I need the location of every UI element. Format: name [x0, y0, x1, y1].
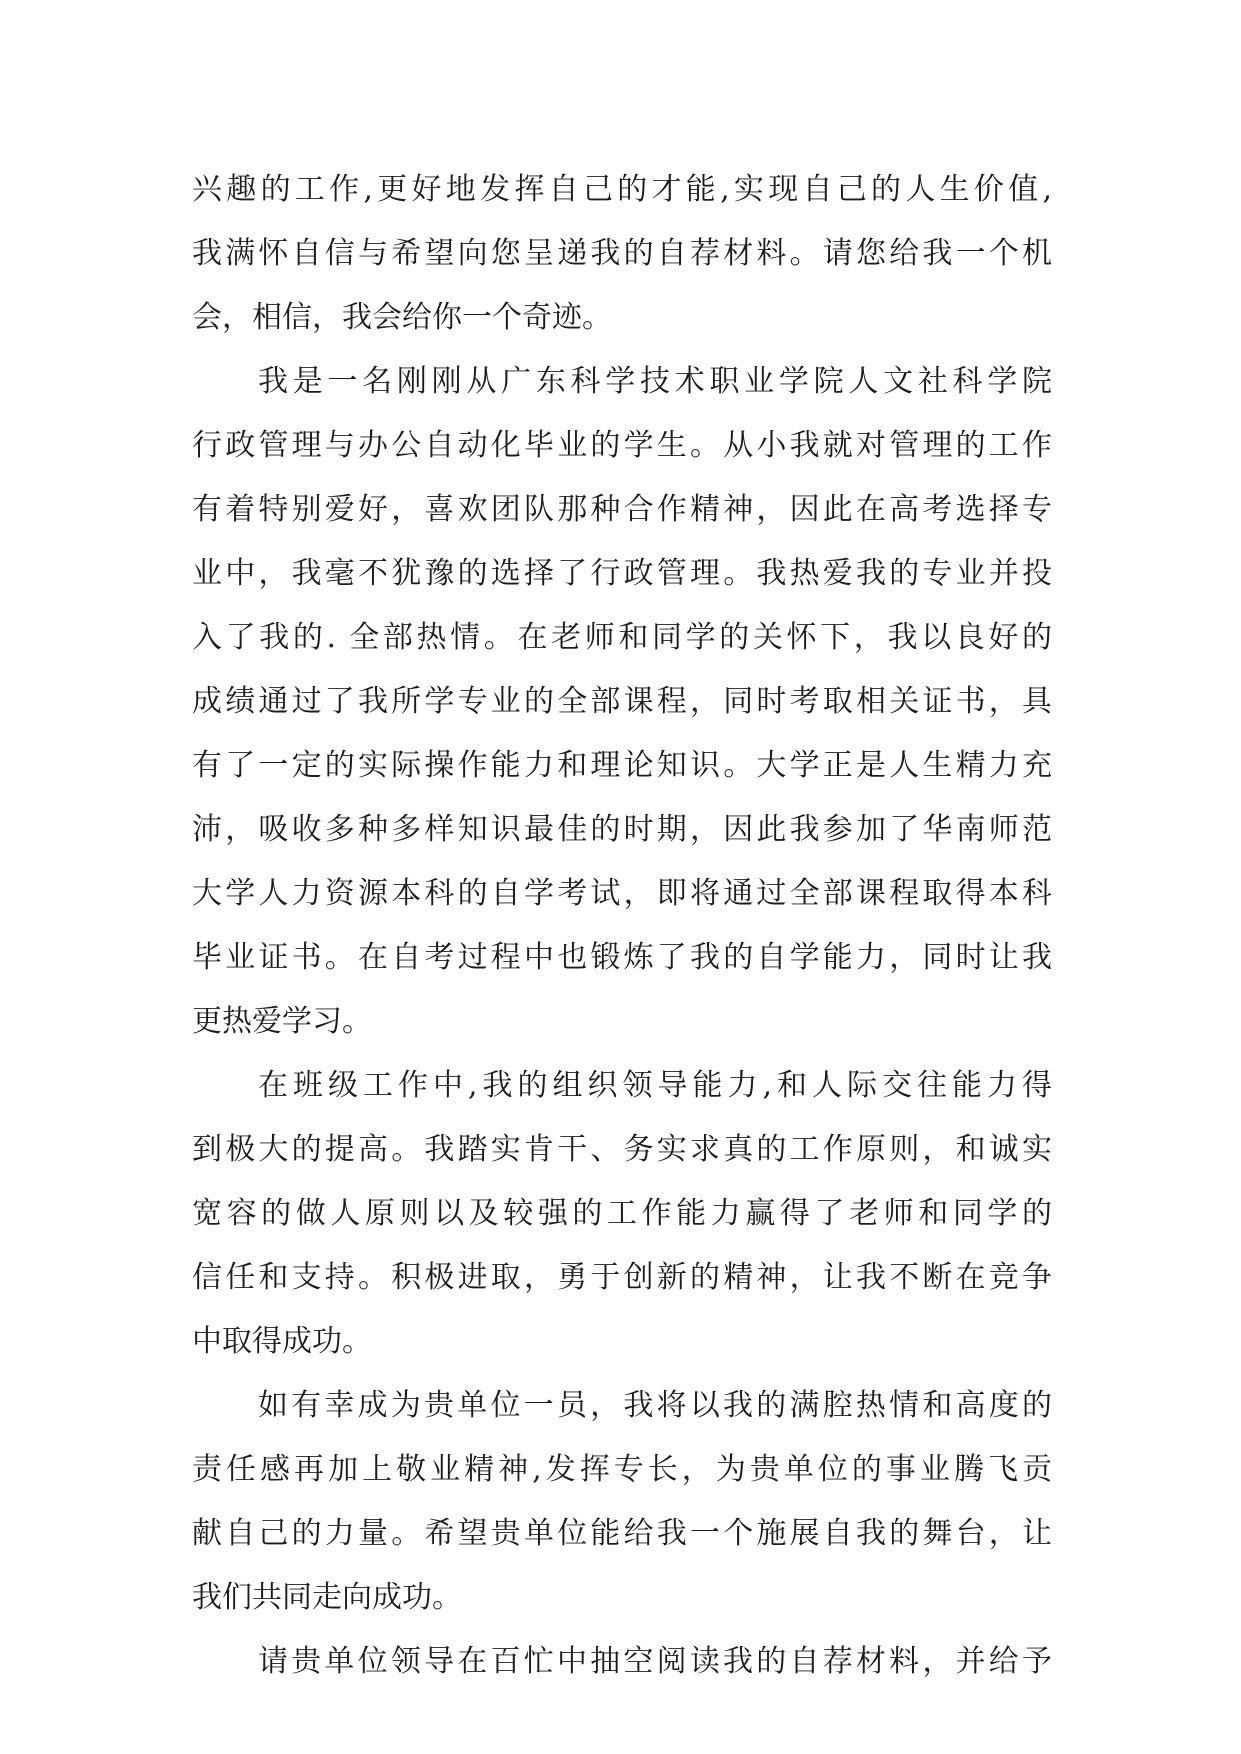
letter-body: [192, 158, 1052, 1694]
text-line: 信任和支持。积极进取，勇于创新的精神，让我不断在竞争: [192, 1260, 1052, 1295]
text-line: 我们共同走向成功。: [192, 1580, 462, 1615]
text-line: 献自己的力量。希望贵单位能给我一个施展自我的舞台，让: [192, 1516, 1052, 1551]
text-line: 请贵单位领导在百忙中抽空阅读我的自荐材料，并给予: [258, 1644, 1052, 1679]
text-line: 如有幸成为贵单位一员，我将以我的满腔热情和高度的: [258, 1388, 1052, 1423]
text-line: 有了一定的实际操作能力和理论知识。大学正是人生精力充: [192, 748, 1052, 783]
text-line: 成绩通过了我所学专业的全部课程，同时考取相关证书，具: [192, 684, 1052, 719]
text-line: 中取得成功。: [192, 1324, 372, 1359]
text-line: 到极大的提高。我踏实肯干、务实求真的工作原则，和诚实: [192, 1132, 1052, 1167]
text-line: 沛，吸收多种多样知识最佳的时期，因此我参加了华南师范: [192, 812, 1052, 847]
text-line: 有着特别爱好，喜欢团队那种合作精神，因此在高考选择专: [192, 492, 1052, 527]
text-line: 宽容的做人原则以及较强的工作能力赢得了老师和同学的: [192, 1196, 1052, 1231]
text-line: 在班级工作中,我的组织领导能力,和人际交往能力得: [258, 1068, 1052, 1103]
text-line: 大学人力资源本科的自学考试，即将通过全部课程取得本科: [192, 876, 1052, 911]
text-line: 我是一名刚刚从广东科学技术职业学院人文社科学院: [258, 364, 1052, 399]
text-line: 更热爱学习。: [192, 1004, 372, 1039]
text-line: 行政管理与办公自动化毕业的学生。从小我就对管理的工作: [192, 428, 1052, 463]
text-line: 业中，我毫不犹豫的选择了行政管理。我热爱我的专业并投: [192, 556, 1052, 591]
text-line: 责任感再加上敬业精神,发挥专长，为贵单位的事业腾飞贡: [192, 1452, 1052, 1487]
text-line: 我满怀自信与希望向您呈递我的自荐材料。请您给我一个机: [192, 236, 1052, 271]
text-line: 兴趣的工作,更好地发挥自己的才能,实现自己的人生价值,: [192, 172, 1052, 207]
text-line: 入了我的. 全部热情。在老师和同学的关怀下，我以良好的: [192, 620, 1052, 655]
text-line: 会，相信，我会给你一个奇迹。: [192, 300, 612, 335]
text-line: 毕业证书。在自考过程中也锻炼了我的自学能力，同时让我: [192, 940, 1052, 975]
